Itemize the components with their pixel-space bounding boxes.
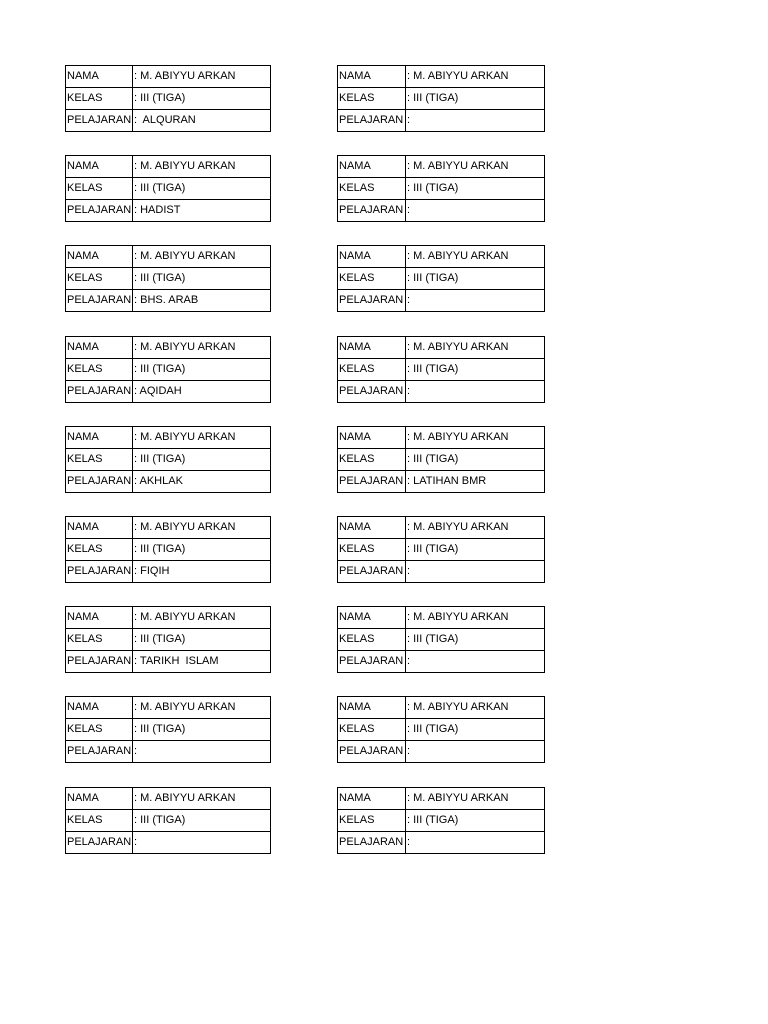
name-key: NAMA: [66, 787, 133, 809]
subject-row: [338, 651, 545, 673]
subject-row: [66, 651, 271, 673]
class-row: [66, 448, 271, 470]
student-class: : III (TIGA): [406, 809, 545, 831]
name-row: [338, 156, 545, 178]
subject-key: PELAJARAN: [66, 110, 133, 132]
name-row: [66, 787, 271, 809]
student-name: : M. ABIYYU ARKAN: [133, 66, 271, 88]
student-label-card: [337, 696, 545, 763]
student-name: : M. ABIYYU ARKAN: [133, 607, 271, 629]
name-key: NAMA: [66, 156, 133, 178]
class-row: [338, 448, 545, 470]
student-label-card: [65, 787, 271, 854]
class-row: [338, 809, 545, 831]
subject-key: PELAJARAN: [66, 470, 133, 492]
name-row: [66, 426, 271, 448]
student-label-card: [337, 516, 545, 583]
class-row: [338, 88, 545, 110]
class-key: KELAS: [338, 719, 406, 741]
class-key: KELAS: [66, 178, 133, 200]
name-key: NAMA: [66, 607, 133, 629]
class-row: [66, 538, 271, 560]
subject-row: [338, 200, 545, 222]
subject-key: PELAJARAN: [66, 200, 133, 222]
student-label-card: [337, 336, 545, 403]
subject-row: [338, 290, 545, 312]
subject-row: [66, 560, 271, 582]
subject-value: : FIQIH: [133, 560, 271, 582]
student-class: : III (TIGA): [133, 809, 271, 831]
subject-value: :: [133, 741, 271, 763]
class-key: KELAS: [338, 88, 406, 110]
student-label-card: [65, 426, 271, 493]
student-label-card: [65, 245, 271, 312]
class-key: KELAS: [66, 629, 133, 651]
subject-row: [338, 110, 545, 132]
name-key: NAMA: [338, 426, 406, 448]
class-key: KELAS: [338, 809, 406, 831]
student-label-card: [337, 65, 545, 132]
subject-row: [338, 470, 545, 492]
student-class: : III (TIGA): [133, 538, 271, 560]
name-key: NAMA: [66, 516, 133, 538]
student-name: : M. ABIYYU ARKAN: [406, 607, 545, 629]
name-row: [338, 246, 545, 268]
subject-value: :: [406, 560, 545, 582]
class-key: KELAS: [338, 268, 406, 290]
subject-value: : AKHLAK: [133, 470, 271, 492]
student-class: : III (TIGA): [406, 538, 545, 560]
name-row: [66, 156, 271, 178]
class-row: [66, 178, 271, 200]
student-name: : M. ABIYYU ARKAN: [406, 336, 545, 358]
student-label-card: [65, 65, 271, 132]
class-key: KELAS: [66, 358, 133, 380]
class-key: KELAS: [66, 809, 133, 831]
subject-key: PELAJARAN: [338, 741, 406, 763]
subject-key: PELAJARAN: [338, 110, 406, 132]
subject-value: : TARIKH ISLAM: [133, 651, 271, 673]
student-name: : M. ABIYYU ARKAN: [406, 156, 545, 178]
subject-value: :: [133, 831, 271, 853]
name-key: NAMA: [66, 66, 133, 88]
subject-key: PELAJARAN: [338, 831, 406, 853]
student-name: : M. ABIYYU ARKAN: [133, 697, 271, 719]
name-row: [66, 336, 271, 358]
class-key: KELAS: [66, 448, 133, 470]
student-name: : M. ABIYYU ARKAN: [406, 697, 545, 719]
class-row: [338, 358, 545, 380]
subject-key: PELAJARAN: [66, 560, 133, 582]
student-class: : III (TIGA): [133, 88, 271, 110]
class-row: [338, 178, 545, 200]
student-name: : M. ABIYYU ARKAN: [133, 156, 271, 178]
subject-value: :: [406, 651, 545, 673]
subject-value: :: [406, 741, 545, 763]
class-row: [338, 629, 545, 651]
class-key: KELAS: [66, 88, 133, 110]
subject-key: PELAJARAN: [338, 290, 406, 312]
subject-key: PELAJARAN: [66, 380, 133, 402]
subject-key: PELAJARAN: [66, 290, 133, 312]
subject-key: PELAJARAN: [338, 200, 406, 222]
name-row: [66, 607, 271, 629]
subject-value: : AQIDAH: [133, 380, 271, 402]
subject-row: [338, 741, 545, 763]
subject-key: PELAJARAN: [66, 741, 133, 763]
student-class: : III (TIGA): [406, 268, 545, 290]
subject-key: PELAJARAN: [66, 831, 133, 853]
class-key: KELAS: [66, 719, 133, 741]
name-row: [338, 516, 545, 538]
student-label-card: [65, 336, 271, 403]
student-label-card: [337, 787, 545, 854]
student-label-card: [337, 426, 545, 493]
student-class: : III (TIGA): [133, 719, 271, 741]
class-key: KELAS: [338, 178, 406, 200]
subject-value: :: [406, 290, 545, 312]
student-name: : M. ABIYYU ARKAN: [133, 516, 271, 538]
subject-row: [66, 470, 271, 492]
class-key: KELAS: [338, 358, 406, 380]
class-row: [338, 719, 545, 741]
name-row: [66, 516, 271, 538]
student-name: : M. ABIYYU ARKAN: [406, 787, 545, 809]
student-name: : M. ABIYYU ARKAN: [406, 66, 545, 88]
subject-value: : LATIHAN BMR: [406, 470, 545, 492]
left-label-column: [65, 65, 271, 877]
student-name: : M. ABIYYU ARKAN: [133, 787, 271, 809]
student-name: : M. ABIYYU ARKAN: [133, 426, 271, 448]
student-class: : III (TIGA): [406, 358, 545, 380]
subject-value: :: [406, 831, 545, 853]
class-row: [66, 629, 271, 651]
name-key: NAMA: [338, 246, 406, 268]
name-key: NAMA: [338, 66, 406, 88]
name-key: NAMA: [338, 516, 406, 538]
name-row: [338, 697, 545, 719]
student-class: : III (TIGA): [406, 88, 545, 110]
student-label-card: [65, 516, 271, 583]
name-key: NAMA: [338, 607, 406, 629]
name-key: NAMA: [66, 336, 133, 358]
name-key: NAMA: [66, 246, 133, 268]
subject-value: : HADIST: [133, 200, 271, 222]
student-name: : M. ABIYYU ARKAN: [406, 246, 545, 268]
subject-key: PELAJARAN: [338, 380, 406, 402]
subject-value: : ALQURAN: [133, 110, 271, 132]
name-row: [338, 787, 545, 809]
name-row: [338, 426, 545, 448]
name-row: [66, 697, 271, 719]
name-row: [338, 336, 545, 358]
student-name: : M. ABIYYU ARKAN: [133, 336, 271, 358]
subject-key: PELAJARAN: [338, 560, 406, 582]
student-class: : III (TIGA): [406, 629, 545, 651]
class-row: [66, 358, 271, 380]
student-class: : III (TIGA): [133, 268, 271, 290]
student-class: : III (TIGA): [406, 719, 545, 741]
student-class: : III (TIGA): [133, 629, 271, 651]
student-class: : III (TIGA): [133, 448, 271, 470]
class-key: KELAS: [338, 629, 406, 651]
class-row: [66, 268, 271, 290]
student-label-card: [337, 155, 545, 222]
subject-key: PELAJARAN: [338, 651, 406, 673]
subject-row: [66, 290, 271, 312]
name-row: [66, 246, 271, 268]
class-row: [338, 268, 545, 290]
subject-row: [66, 380, 271, 402]
student-name: : M. ABIYYU ARKAN: [133, 246, 271, 268]
subject-row: [66, 200, 271, 222]
name-row: [66, 66, 271, 88]
student-label-card: [65, 155, 271, 222]
student-name: : M. ABIYYU ARKAN: [406, 426, 545, 448]
student-label-card: [65, 696, 271, 763]
name-row: [338, 607, 545, 629]
name-key: NAMA: [338, 156, 406, 178]
right-label-column: [337, 65, 545, 877]
subject-row: [66, 831, 271, 853]
student-name: : M. ABIYYU ARKAN: [406, 516, 545, 538]
subject-row: [66, 110, 271, 132]
subject-key: PELAJARAN: [338, 470, 406, 492]
student-class: : III (TIGA): [406, 178, 545, 200]
subject-key: PELAJARAN: [66, 651, 133, 673]
subject-value: :: [406, 380, 545, 402]
subject-value: :: [406, 110, 545, 132]
subject-row: [338, 560, 545, 582]
class-row: [66, 809, 271, 831]
subject-value: : BHS. ARAB: [133, 290, 271, 312]
student-class: : III (TIGA): [406, 448, 545, 470]
name-key: NAMA: [66, 426, 133, 448]
class-row: [66, 88, 271, 110]
student-label-card: [337, 245, 545, 312]
student-class: : III (TIGA): [133, 178, 271, 200]
class-row: [66, 719, 271, 741]
subject-row: [338, 831, 545, 853]
student-label-card: [337, 606, 545, 673]
name-key: NAMA: [66, 697, 133, 719]
name-key: NAMA: [338, 787, 406, 809]
subject-value: :: [406, 200, 545, 222]
class-row: [338, 538, 545, 560]
class-key: KELAS: [66, 268, 133, 290]
class-key: KELAS: [338, 448, 406, 470]
student-label-card: [65, 606, 271, 673]
class-key: KELAS: [66, 538, 133, 560]
name-row: [338, 66, 545, 88]
subject-row: [338, 380, 545, 402]
subject-row: [66, 741, 271, 763]
name-key: NAMA: [338, 336, 406, 358]
student-class: : III (TIGA): [133, 358, 271, 380]
class-key: KELAS: [338, 538, 406, 560]
name-key: NAMA: [338, 697, 406, 719]
